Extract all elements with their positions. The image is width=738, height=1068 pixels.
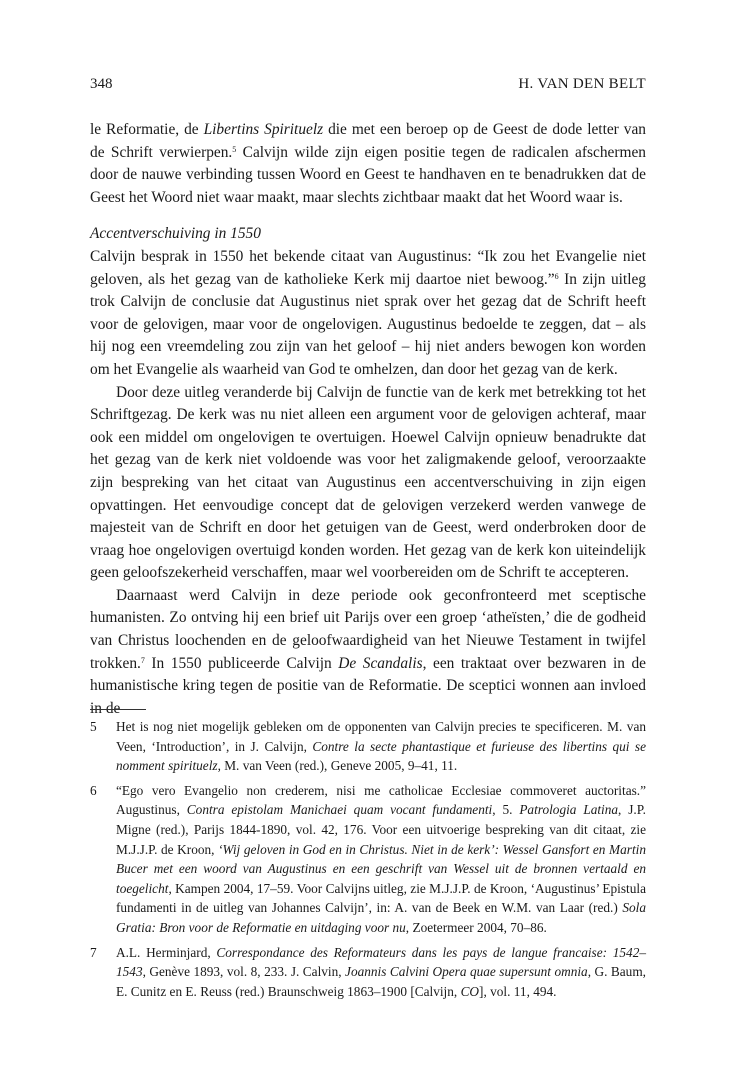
footnotes [90,717,646,1006]
footnote-number: 5 [90,719,97,734]
footnote-6 [90,781,646,938]
running-head [90,76,646,96]
page-number: 348 [90,76,113,92]
footnote-text: “Ego vero Evangelio non crederem, nisi me catholicae Ecclesiae commoveret auctoritas.” Augustinus, Contra epistolam Manichaei quam vocant fundamenti, 5. Patrologia Latina, J.P. Migne (red.), Parijs 1844-1890, vol. 42, 176. Voor een uitvoerige bespreking van dit citaat, zie M.J.J.P. de Kroon, ‘Wij geloven in God en in Christus. Niet in de kerk’: Wessel Gansfort en Martin Bucer met een woord van Augustinus en een geschrift van Wessel uit de bronnen vertaald en toegelicht, Kampen 2004, 17–59. Voor Calvijns uitleg, zie M.J.J.P. de Kroon, ‘Augustinus’ Epistula fundamenti in de uitleg van Johannes Calvijn’, in: A. van de Beek en W.M. van Laar (red.) Sola Gratia: Bron voor de Reformatie en uitdaging voor nu, Zoetermeer 2004, 70–86. [116,782,646,935]
footnote-ref-5[interactable]: 5 [232,144,237,154]
running-author: H. VAN DEN BELT [518,76,646,92]
footnote-5 [90,717,646,776]
paragraph-2: Calvijn besprak in 1550 het bekende citaat van Augustinus: “Ik zou het Evangelie niet geloven, als het gezag van de katholieke Kerk mij daartoe niet bewoog.”$^6$ In zijn uitleg trok Calvijn de conclusie dat Augustinus niet sprak over het gezag dat de Schrift heeft voor de gelovigen, maar voor de ongelovigen. Augustinus bedoelde te zeggen, dat – als hij nog een vreemdeling zou zijn van het geloof – hij niet anders bewogen kon worden om het Evangelie als waarheid van God te omhelzen, dan door het gezag van de kerk. [90,247,646,378]
footnote-text: A.L. Herminjard, Correspondance des Reformateurs dans les pays de langue francaise: 1542–1543, Genève 1893, vol. 8, 233. J. Calvin, Joannis Calvini Opera quae supersunt omnia, G. Baum, E. Cunitz en E. Reuss (red.) Braunschweig 1863–1900 [Calvijn, CO], vol. 11, 494. [116,944,646,999]
footnote-7 [90,943,646,1002]
paragraph-1: le Reformatie, de Libertins Spirituelz die met een beroep op de Geest de dode letter van de Schrift verwierpen.$^5$ Calvijn wilde zijn eigen positie tegen de radicalen afschermen door de nauwe verbinding tussen Woord en Geest te handhaven en te benadrukken dat de Geest het Woord niet waar maakt, maar slechts zichtbaar maakt dat het Woord waar is. [90,121,646,206]
paragraph-4: Daarnaast werd Calvijn in deze periode ook geconfronteerd met sceptische humanisten. Zo ontving hij een brief uit Parijs over een groep ‘atheïsten,’ die de godheid van Christus loochenden en de geloofwaardigheid van het Nieuwe Testament in twijfel trokken.$^7$ In 1550 publiceerde Calvijn De Scandalis, een traktaat over bezwaren in de humanistische kring tegen de positie van de Reformatie. De sceptici wonnen aan invloed in de [90,586,646,717]
body-text [90,119,646,720]
footnote-number: 6 [90,782,97,798]
paragraph-3: Door deze uitleg veranderde bij Calvijn de functie van de kerk met betrekking tot het Schriftgezag. De kerk was nu niet alleen een argument voor de gelovigen achteraf, maar ook een middel om ongelovigen te overtuigen. Hoewel Calvijn opnieuw benadrukte dat het gezag van de kerk niet voldoende was voor het zaligmakende geloof, veroorzaakte zijn bespreking van het citaat van Augustinus een accentverschuiving in zijn eigen opvattingen. Het eenvoudige concept dat de gelovigen verzekerd werden vanwege de majesteit van de Schrift en door het getuigen van de Geest, werd onderbroken door de vraag hoe ongelovigen overtuigd konden worden. Het gezag van de kerk kon uiteindelijk geen geloofszekerheid verschaffen, maar wel voorbereiden om de Schrift te accepteren. [90,383,646,582]
footnote-text: Het is nog niet mogelijk gebleken om de opponenten van Calvijn precies te specificeren. M. van Veen, ‘Introduction’, in J. Calvijn, Contre la secte phantastique et furieuse des libertins qui se nomment spirituelz, M. van Veen (red.), Geneve 2005, 9–41, 11. [116,719,646,774]
footnote-number: 7 [90,944,97,960]
footnote-ref-6[interactable]: 6 [554,271,559,281]
section-heading: Accentverschuiving in 1550 [90,225,261,243]
footnote-ref-7[interactable]: 7 [140,655,145,665]
footnote-separator [90,709,146,710]
